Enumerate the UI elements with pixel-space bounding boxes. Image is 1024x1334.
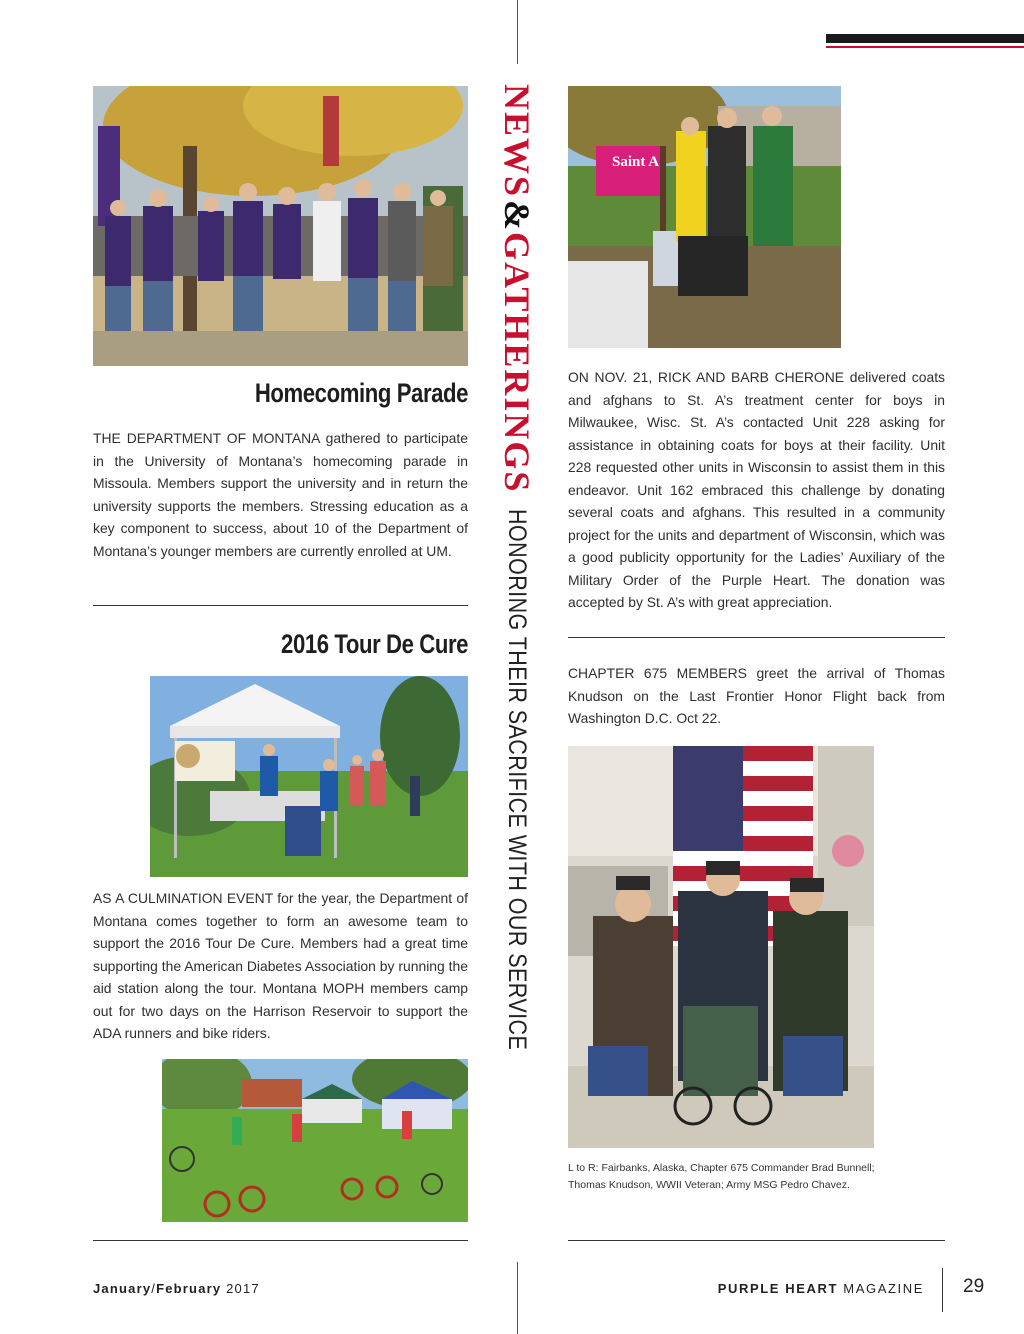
tour-heading: 2016 Tour De Cure [280, 629, 468, 659]
issue-year: 2017 [226, 1281, 260, 1296]
banner-ampersand: & [497, 200, 537, 231]
issue-slash: / [151, 1281, 157, 1296]
section-banner [497, 84, 537, 1244]
saint-a-sign-text: Saint A [612, 154, 660, 170]
tour-body: AS A CULMINATION EVENT for the year, the Department of Montana comes together to form an awesome team to support the 2016 Tour De Cure. Members had a great time supporting the American Diabetes Association by running the aid station along the tour. Montana MOPH members camp out for two days on the Harrison Reservoir to support the ADA runners and bike riders. [93, 890, 468, 1041]
magazine-name-light: MAGAZINE [843, 1281, 924, 1296]
divider-right-2 [568, 1240, 945, 1241]
banner-top-line [517, 0, 518, 64]
banner-news: NEWS [497, 84, 537, 199]
magazine-name-bold: PURPLE HEART [717, 1281, 839, 1296]
divider-right-1 [568, 637, 945, 638]
banner-bottom-line [517, 1262, 518, 1334]
banner-tagline: HONORING THEIR SACRIFICE WITH OUR SERVICE [503, 509, 532, 1051]
magazine-name [718, 1281, 924, 1296]
issue-date [93, 1281, 260, 1296]
saint-a-donation-photo [568, 86, 841, 348]
page-number: 29 [963, 1276, 985, 1297]
tour-de-cure-tent-photo [150, 676, 468, 877]
caption-line-2: Thomas Knudson, WWII Veteran; Army MSG Pedro Chavez. [568, 1179, 850, 1191]
homecoming-parade-photo [93, 86, 468, 366]
homecoming-body: THE DEPARTMENT OF MONTANA gathered to participate in the University of Montana’s homecoming parade in Missoula. Members support the university and in return the university supports the members. Stressing education as a key component to success, about 10 of the Department of Montana’s younger members are currently enrolled at UM. [93, 430, 468, 559]
top-rule-black [826, 34, 1024, 43]
honor-flight-caption [568, 1160, 945, 1194]
honor-flight-photo [568, 746, 874, 1148]
issue-month: January [93, 1281, 152, 1296]
divider-left-2 [93, 1240, 468, 1241]
top-rule-red [826, 46, 1024, 48]
caption-line-1: L to R: Fairbanks, Alaska, Chapter 675 Commander Brad Bunnell; [568, 1162, 875, 1174]
divider-left-1 [93, 605, 468, 606]
chapter675-body: CHAPTER 675 MEMBERS greet the arrival of Thomas Knudson on the Last Frontier Honor Flight back from Washington D.C. Oct 22. [568, 665, 945, 726]
tour-de-cure-bikes-photo [162, 1059, 468, 1222]
homecoming-heading: Homecoming Parade [254, 378, 468, 408]
issue-month-2: February [156, 1281, 222, 1296]
banner-gatherings: GATHERINGS [497, 232, 537, 494]
cherone-body: ON NOV. 21, RICK AND BARB CHERONE delivered coats and afghans to St. A’s treatment center for boys in Milwaukee, Wisc. St. A’s contacted Unit 228 asking for assistance in obtaining coats for boys at their facility. Unit 228 requested other units in Wisconsin to assist them in this endeavor. Unit 162 embraced this challenge by donating several coats and afghans. This resulted in a community project for the units and department of Wisconsin, which was a good publicity opportunity for the Ladies’ Auxiliary of the Military Order of the Purple Heart. The donation was accepted by St. A’s with great appreciation. [568, 369, 945, 610]
footer-divider [942, 1268, 943, 1312]
